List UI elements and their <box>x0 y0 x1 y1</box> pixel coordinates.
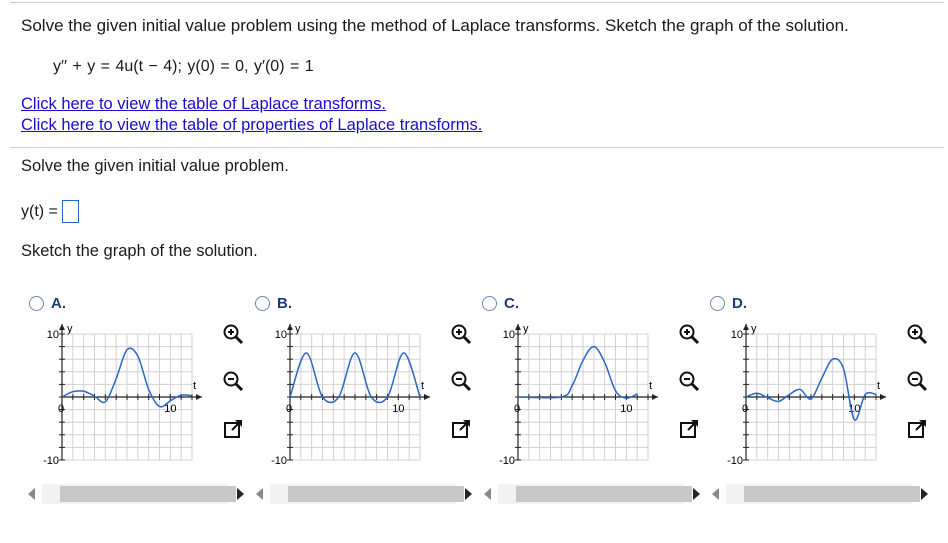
option-c-label: C. <box>504 295 519 312</box>
y-max-label: 10 <box>46 329 59 341</box>
y-max-label: 10 <box>730 329 743 341</box>
sketch-prompt: Sketch the graph of the solution. <box>21 242 258 260</box>
scroll-track[interactable] <box>726 484 912 504</box>
section-divider <box>10 147 944 148</box>
x-tick-label: 10 <box>392 403 405 415</box>
graph-d <box>714 320 894 480</box>
x-tick-label: 10 <box>620 403 633 415</box>
scroll-thumb[interactable] <box>60 486 236 502</box>
expand-icon[interactable] <box>222 418 244 440</box>
graph-b-scrollbar[interactable] <box>254 484 474 504</box>
question-text: Solve the given initial value problem using the method of Laplace transforms. Sketch the graph of the solution. <box>21 16 849 35</box>
x-tick-label: 10 <box>164 403 177 415</box>
graph-c-scrollbar[interactable] <box>482 484 702 504</box>
origin-label: 0 <box>741 403 749 415</box>
option-d-radio[interactable] <box>710 296 725 311</box>
answer-label: y(t) = <box>21 202 58 220</box>
zoom-out-icon[interactable] <box>678 370 700 392</box>
y-axis-arrow <box>59 324 65 330</box>
zoom-out-icon[interactable] <box>450 370 472 392</box>
zoom-out-icon[interactable] <box>906 370 928 392</box>
option-b[interactable] <box>255 295 292 312</box>
option-c-radio[interactable] <box>482 296 497 311</box>
scroll-right-icon[interactable] <box>237 488 244 500</box>
graph-b <box>258 320 438 480</box>
top-divider <box>10 2 944 3</box>
laplace-table-link[interactable]: Click here to view the table of Laplace transforms. <box>21 95 387 113</box>
expand-icon[interactable] <box>450 418 472 440</box>
answer-row <box>21 200 79 223</box>
x-axis-label: t <box>649 380 653 392</box>
scroll-right-icon[interactable] <box>693 488 700 500</box>
option-a-radio[interactable] <box>29 296 44 311</box>
scroll-track[interactable] <box>498 484 684 504</box>
option-c[interactable] <box>482 295 519 312</box>
option-a[interactable] <box>29 295 66 312</box>
x-tick-label: 10 <box>848 403 861 415</box>
y-axis-arrow <box>515 324 521 330</box>
x-axis-label: t <box>193 380 197 392</box>
option-b-radio[interactable] <box>255 296 270 311</box>
y-min-label: -10 <box>271 455 287 467</box>
zoom-in-icon[interactable] <box>906 323 928 345</box>
expand-icon[interactable] <box>906 418 928 440</box>
zoom-in-icon[interactable] <box>450 323 472 345</box>
zoom-in-icon[interactable] <box>222 323 244 345</box>
expand-icon[interactable] <box>678 418 700 440</box>
solution-curve <box>518 347 637 399</box>
origin-label: 0 <box>285 403 293 415</box>
graph-d-scrollbar[interactable] <box>710 484 930 504</box>
graph-c <box>486 320 666 480</box>
scroll-track[interactable] <box>42 484 228 504</box>
scroll-thumb[interactable] <box>744 486 920 502</box>
graph-a-scrollbar[interactable] <box>26 484 246 504</box>
x-axis-arrow <box>880 394 886 400</box>
x-axis-label: t <box>877 380 881 392</box>
y-axis-label: y <box>295 323 301 335</box>
scroll-thumb[interactable] <box>516 486 692 502</box>
zoom-out-icon[interactable] <box>222 370 244 392</box>
ivp-equation: y′′ + y = 4u(t − 4); y(0) = 0, y′(0) = 1 <box>53 58 314 75</box>
origin-label: 0 <box>57 403 65 415</box>
x-axis-label: t <box>421 380 425 392</box>
scroll-left-icon[interactable] <box>28 488 35 500</box>
scroll-left-icon[interactable] <box>256 488 263 500</box>
laplace-properties-link[interactable]: Click here to view the table of properties of Laplace transforms. <box>21 116 483 134</box>
scroll-right-icon[interactable] <box>465 488 472 500</box>
y-max-label: 10 <box>274 329 287 341</box>
y-axis-arrow <box>743 324 749 330</box>
option-a-label: A. <box>51 295 66 312</box>
scroll-left-icon[interactable] <box>484 488 491 500</box>
x-axis-arrow <box>196 394 202 400</box>
y-axis-label: y <box>67 323 73 335</box>
origin-label: 0 <box>513 403 521 415</box>
solve-prompt: Solve the given initial value problem. <box>21 157 289 175</box>
x-axis-arrow <box>424 394 430 400</box>
zoom-in-icon[interactable] <box>678 323 700 345</box>
y-axis-arrow <box>287 324 293 330</box>
y-max-label: 10 <box>502 329 515 341</box>
option-d[interactable] <box>710 295 747 312</box>
y-axis-label: y <box>523 323 529 335</box>
scroll-thumb[interactable] <box>288 486 464 502</box>
y-min-label: -10 <box>43 455 59 467</box>
answer-input[interactable] <box>62 200 79 223</box>
option-b-label: B. <box>277 295 292 312</box>
x-axis-arrow <box>652 394 658 400</box>
scroll-track[interactable] <box>270 484 456 504</box>
scroll-right-icon[interactable] <box>921 488 928 500</box>
y-min-label: -10 <box>727 455 743 467</box>
scroll-left-icon[interactable] <box>712 488 719 500</box>
option-d-label: D. <box>732 295 747 312</box>
y-min-label: -10 <box>499 455 515 467</box>
y-axis-label: y <box>751 323 757 335</box>
graph-a <box>30 320 210 480</box>
